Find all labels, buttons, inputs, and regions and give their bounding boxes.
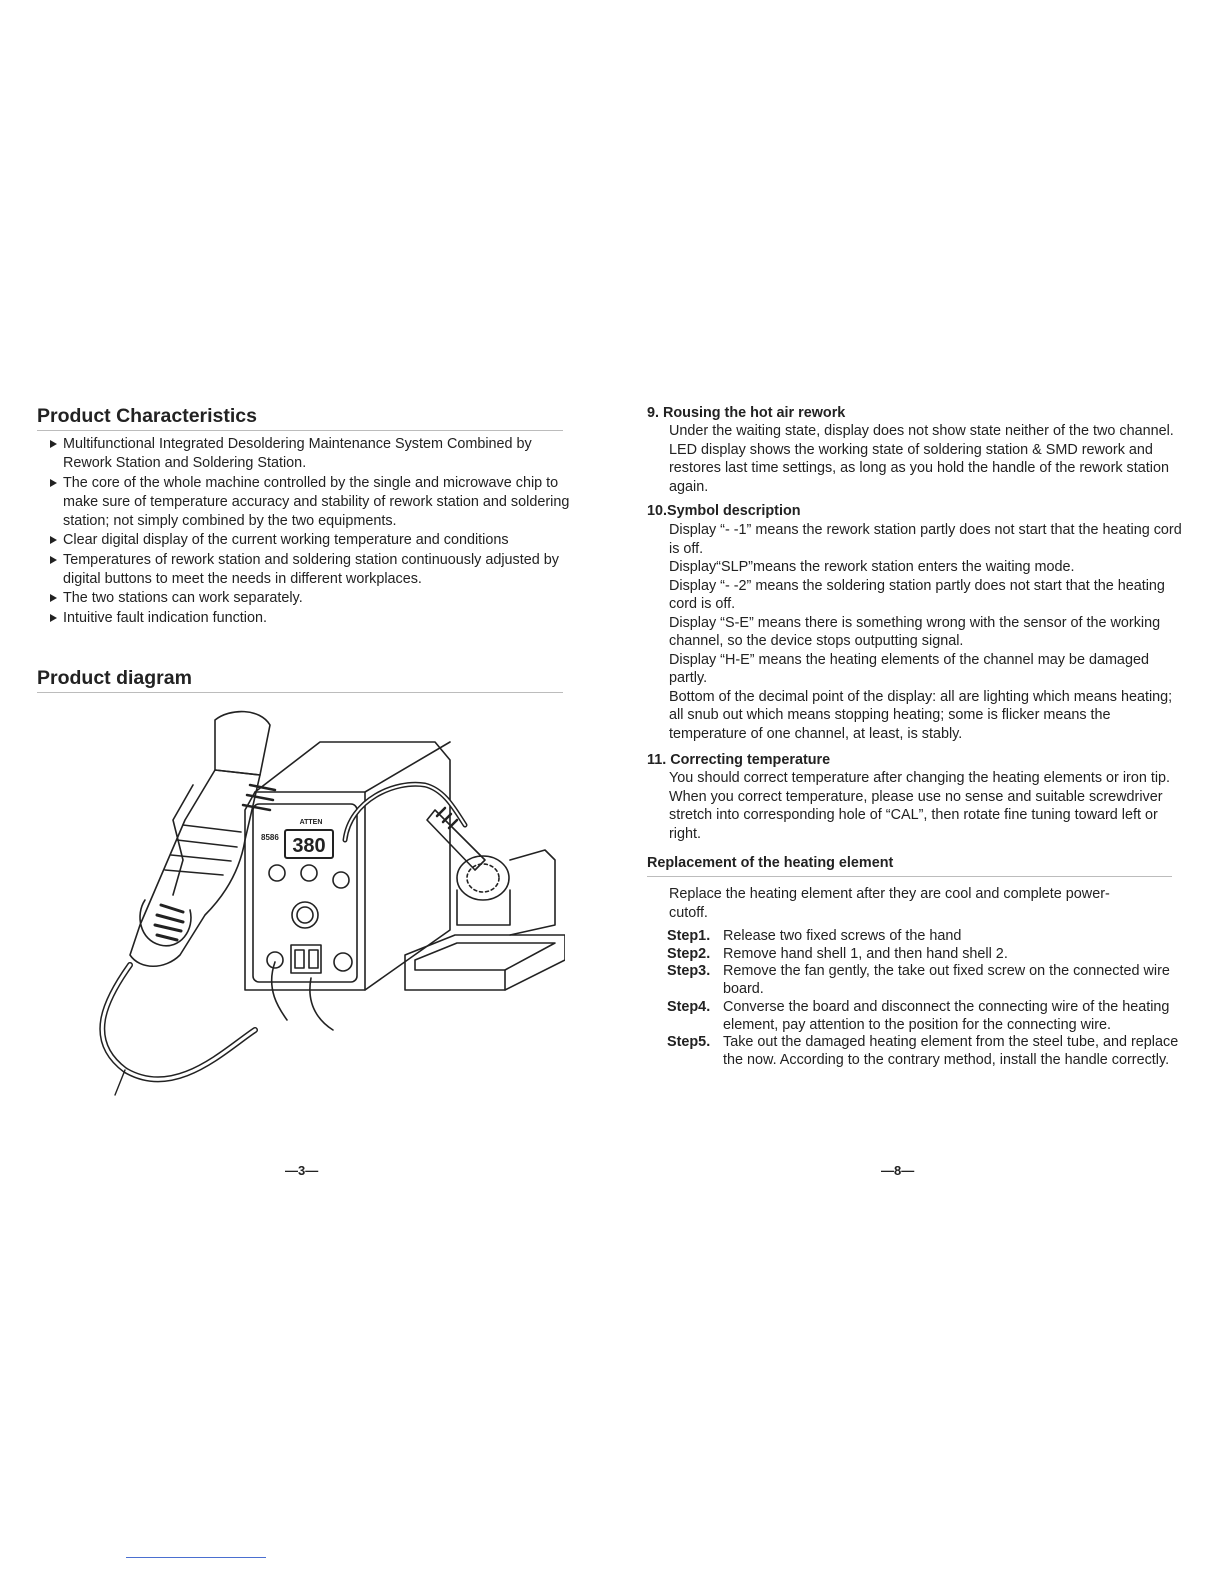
- list-item: Multifunctional Integrated Desoldering Maintenance System Combined by Rework Station and Soldering Station.: [47, 435, 577, 474]
- section-9-heading: 9. Rousing the hot air rework: [647, 405, 846, 421]
- step-row: [667, 963, 1182, 998]
- step-text: Take out the damaged heating element from the steel tube, and replace the now. According to the contrary method, install the handle correctly.: [723, 1034, 1179, 1068]
- step-text: Remove the fan gently, the take out fixed screw on the connected wire board.: [723, 963, 1170, 998]
- symbol-line: Display“SLP”means the rework station enters the waiting mode.: [669, 559, 1075, 575]
- page-number: —8—: [881, 1163, 915, 1178]
- list-item: Temperatures of rework station and soldering station continuously adjusted by digital buttons to meet the needs in different workplaces.: [47, 551, 577, 590]
- step-row: [667, 946, 1182, 964]
- right-page: [647, 0, 1185, 1584]
- characteristics-list: [47, 435, 577, 628]
- section-9-text: Under the waiting state, display does not show state neither of the two channel. LED display shows the working state of soldering station & SMD rework and restores last time settings, as long as you hold the handle of the rework station again.: [669, 423, 1174, 495]
- symbol-line: Display “- -2” means the soldering station partly does not start that the heating cord is off.: [669, 577, 1165, 612]
- step-row: [667, 999, 1182, 1034]
- step-label: Step5.: [667, 1034, 711, 1051]
- replacement-steps: [667, 928, 1182, 1070]
- step-text: Converse the board and disconnect the connecting wire of the heating element, pay attention to the position for the connecting wire.: [723, 998, 1170, 1033]
- replacement-title: Replacement of the heating element: [647, 853, 1172, 877]
- footer-link-line: [126, 1557, 266, 1558]
- step-row: [667, 1034, 1182, 1069]
- product-diagram: [65, 700, 565, 1100]
- step-label: Step2.: [667, 945, 711, 962]
- section-11-heading: 11. Correcting temperature: [647, 752, 831, 768]
- step-text: Remove hand shell 1, and then hand shell 2.: [723, 945, 1008, 962]
- symbol-line: Display “- -1” means the rework station partly does not start that the heating cord is off.: [669, 522, 1182, 557]
- list-item: Clear digital display of the current working temperature and conditions: [47, 531, 577, 550]
- diagram-title: Product diagram: [37, 666, 563, 693]
- display-value: 380: [292, 835, 326, 857]
- brand-label: ATTEN: [299, 819, 323, 826]
- characteristics-title: Product Characteristics: [37, 404, 563, 431]
- symbol-line: Display “S-E” means there is something wrong with the sensor of the working channel, so the device stops outputting signal.: [669, 614, 1161, 649]
- section-11-text: You should correct temperature after changing the heating elements or iron tip. When you correct temperature, please use no sense and suitable screwdriver stretch into corresponding hole of “CAL”, then rotate fine tuning toward left or right.: [669, 770, 1171, 842]
- section-10-body: [669, 521, 1189, 743]
- page-number: —3—: [285, 1163, 319, 1178]
- step-label: Step1.: [667, 928, 711, 944]
- list-item: Intuitive fault indication function.: [47, 609, 577, 628]
- step-text: Release two fixed screws of the hand: [723, 928, 962, 944]
- symbol-line: Bottom of the decimal point of the display: all are lighting which means heating; all snub out which means stopping heating; some is flicker means the temperature of one channel, at least, is stably.: [669, 688, 1173, 742]
- step-row: [667, 928, 1182, 946]
- left-page: [37, 0, 570, 1584]
- list-item: The core of the whole machine controlled by the single and microwave chip to make sure of temperature accuracy and stability of rework station and soldering station; not simply combined by the two equipments.: [47, 474, 577, 532]
- list-item: The two stations can work separately.: [47, 589, 577, 608]
- symbol-line: Display “H-E” means the heating elements of the channel may be damaged partly.: [669, 651, 1149, 686]
- section-10-heading: 10.Symbol description: [647, 503, 801, 519]
- replacement-intro: Replace the heating element after they are cool and complete power-cutoff.: [669, 886, 1110, 921]
- model-label: 8586: [261, 833, 279, 842]
- step-label: Step4.: [667, 998, 711, 1015]
- step-label: Step3.: [667, 963, 711, 980]
